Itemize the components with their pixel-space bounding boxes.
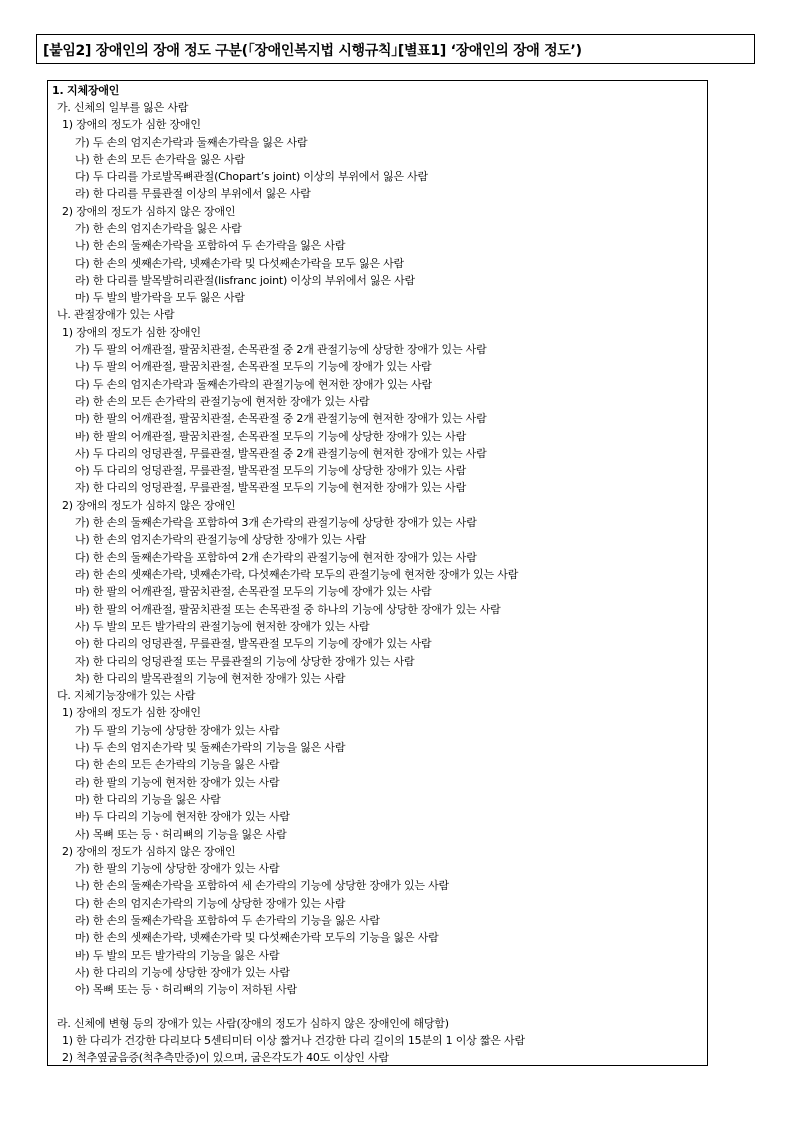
severity-heading: 1) 장애의 정도가 심한 장애인 — [62, 706, 201, 719]
list-item: 마) 한 손의 셋째손가락, 넷째손가락 및 다섯째손가락 모두의 기능을 잃은 사람 — [75, 931, 439, 944]
subsection-heading: 다. 지체기능장애가 있는 사람 — [57, 689, 196, 702]
list-item: 라) 한 손의 둘째손가락을 포함하여 두 손가락의 기능을 잃은 사람 — [75, 914, 380, 927]
list-item: 아) 한 다리의 엉덩관절, 무릎관절, 발목관절 모두의 기능에 장애가 있는 사람 — [75, 637, 432, 650]
list-item: 자) 한 다리의 엉덩관절, 무릎관절, 발목관절 모두의 기능에 현저한 장애가 있는 사람 — [75, 481, 467, 494]
subsection-heading: 가. 신체의 일부를 잃은 사람 — [57, 101, 189, 114]
list-item: 가) 한 팔의 기능에 상당한 장애가 있는 사람 — [75, 862, 280, 875]
severity-heading: 2) 장애의 정도가 심하지 않은 장애인 — [62, 845, 236, 858]
list-item: 마) 두 발의 발가락을 모두 잃은 사람 — [75, 291, 245, 304]
list-item: 라) 한 손의 모든 손가락의 관절기능에 현저한 장애가 있는 사람 — [75, 395, 370, 408]
list-item: 마) 한 팔의 어깨관절, 팔꿈치관절, 손목관절 중 2개 관절기능에 현저한 장애가 있는 사람 — [75, 412, 487, 425]
list-item: 라) 한 팔의 기능에 현저한 장애가 있는 사람 — [75, 776, 280, 789]
list-item: 다) 한 손의 둘째손가락을 포함하여 2개 손가락의 관절기능에 현저한 장애가 있는 사람 — [75, 551, 477, 564]
list-item: 바) 두 다리의 기능에 현저한 장애가 있는 사람 — [75, 810, 290, 823]
list-item: 사) 두 발의 모든 발가락의 관절기능에 현저한 장애가 있는 사람 — [75, 620, 370, 633]
list-item: 나) 두 손의 엄지손가락 및 둘째손가락의 기능을 잃은 사람 — [75, 741, 346, 754]
list-item: 아) 두 다리의 엉덩관절, 무릎관절, 발목관절 모두의 기능에 상당한 장애가 있는 사람 — [75, 464, 467, 477]
list-item: 마) 한 팔의 어깨관절, 팔꿈치관절, 손목관절 모두의 기능에 장애가 있는 사람 — [75, 585, 432, 598]
list-item: 라) 한 다리를 무릎관절 이상의 부위에서 잃은 사람 — [75, 187, 311, 200]
list-item: 마) 한 다리의 기능을 잃은 사람 — [75, 793, 221, 806]
list-item: 2) 척추옆굽음증(척추측만증)이 있으며, 굽은각도가 40도 이상인 사람 — [62, 1051, 389, 1064]
list-item: 바) 두 발의 모든 발가락의 기능을 잃은 사람 — [75, 949, 280, 962]
list-item: 가) 두 손의 엄지손가락과 둘째손가락을 잃은 사람 — [75, 136, 308, 149]
severity-heading: 1) 장애의 정도가 심한 장애인 — [62, 118, 201, 131]
list-item: 다) 두 손의 엄지손가락과 둘째손가락의 관절기능에 현저한 장애가 있는 사람 — [75, 378, 432, 391]
list-item: 바) 한 팔의 어깨관절, 팔꿈치관절, 손목관절 모두의 기능에 상당한 장애가 있는 사람 — [75, 430, 467, 443]
content-box — [47, 80, 708, 1066]
severity-heading: 1) 장애의 정도가 심한 장애인 — [62, 326, 201, 339]
list-item: 나) 한 손의 엄지손가락의 관절기능에 상당한 장애가 있는 사람 — [75, 533, 367, 546]
list-item: 자) 한 다리의 엉덩관절 또는 무릎관절의 기능에 상당한 장애가 있는 사람 — [75, 655, 415, 668]
list-item: 다) 한 손의 엄지손가락의 기능에 상당한 장애가 있는 사람 — [75, 897, 346, 910]
severity-heading: 2) 장애의 정도가 심하지 않은 장애인 — [62, 205, 236, 218]
list-item: 1) 한 다리가 건강한 다리보다 5센티미터 이상 짧거나 건강한 다리 길이의 15분의 1 이상 짧은 사람 — [62, 1034, 525, 1047]
list-item: 나) 한 손의 모든 손가락을 잃은 사람 — [75, 153, 245, 166]
list-item: 가) 두 팔의 기능에 상당한 장애가 있는 사람 — [75, 724, 280, 737]
list-item: 다) 두 다리를 가로발목뼈관절(Chopart’s joint) 이상의 부위에서 잃은 사람 — [75, 170, 428, 183]
list-item: 나) 한 손의 둘째손가락을 포함하여 세 손가락의 기능에 상당한 장애가 있는 사람 — [75, 879, 449, 892]
list-item: 나) 두 팔의 어깨관절, 팔꿈치관절, 손목관절 모두의 기능에 장애가 있는 사람 — [75, 360, 432, 373]
list-item: 사) 목뼈 또는 등ㆍ허리뼈의 기능을 잃은 사람 — [75, 828, 287, 841]
list-item: 아) 목뼈 또는 등ㆍ허리뼈의 기능이 저하된 사람 — [75, 983, 297, 996]
severity-heading: 2) 장애의 정도가 심하지 않은 장애인 — [62, 499, 236, 512]
section-heading: 1. 지체장애인 — [52, 84, 120, 97]
list-item: 바) 한 팔의 어깨관절, 팔꿈치관절 또는 손목관절 중 하나의 기능에 상당한 장애가 있는 사람 — [75, 603, 501, 616]
list-item: 다) 한 손의 모든 손가락의 기능을 잃은 사람 — [75, 758, 280, 771]
list-item: 나) 한 손의 둘째손가락을 포함하여 두 손가락을 잃은 사람 — [75, 239, 346, 252]
document-title: [붙임2] 장애인의 장애 정도 구분(｢장애인복지법 시행규칙｣[별표1] ‘장애인의 장애 정도’) — [43, 43, 582, 59]
title-box — [36, 34, 755, 64]
list-item: 가) 한 손의 둘째손가락을 포함하여 3개 손가락의 관절기능에 상당한 장애가 있는 사람 — [75, 516, 477, 529]
list-item: 가) 두 팔의 어깨관절, 팔꿈치관절, 손목관절 중 2개 관절기능에 상당한 장애가 있는 사람 — [75, 343, 487, 356]
subsection-heading: 라. 신체에 변형 등의 장애가 있는 사람(장애의 정도가 심하지 않은 장애인에 해당함) — [57, 1017, 449, 1030]
subsection-heading: 나. 관절장애가 있는 사람 — [57, 308, 175, 321]
list-item: 차) 한 다리의 발목관절의 기능에 현저한 장애가 있는 사람 — [75, 672, 346, 685]
list-item: 가) 한 손의 엄지손가락을 잃은 사람 — [75, 222, 242, 235]
list-item: 사) 두 다리의 엉덩관절, 무릎관절, 발목관절 중 2개 관절기능에 현저한 장애가 있는 사람 — [75, 447, 487, 460]
list-item: 라) 한 다리를 발목발허리관절(lisfranc joint) 이상의 부위에서 잃은 사람 — [75, 274, 415, 287]
list-item: 다) 한 손의 셋째손가락, 넷째손가락 및 다섯째손가락을 모두 잃은 사람 — [75, 257, 404, 270]
list-item: 사) 한 다리의 기능에 상당한 장애가 있는 사람 — [75, 966, 290, 979]
list-item: 라) 한 손의 셋째손가락, 넷째손가락, 다섯째손가락 모두의 관절기능에 현저한 장애가 있는 사람 — [75, 568, 519, 581]
